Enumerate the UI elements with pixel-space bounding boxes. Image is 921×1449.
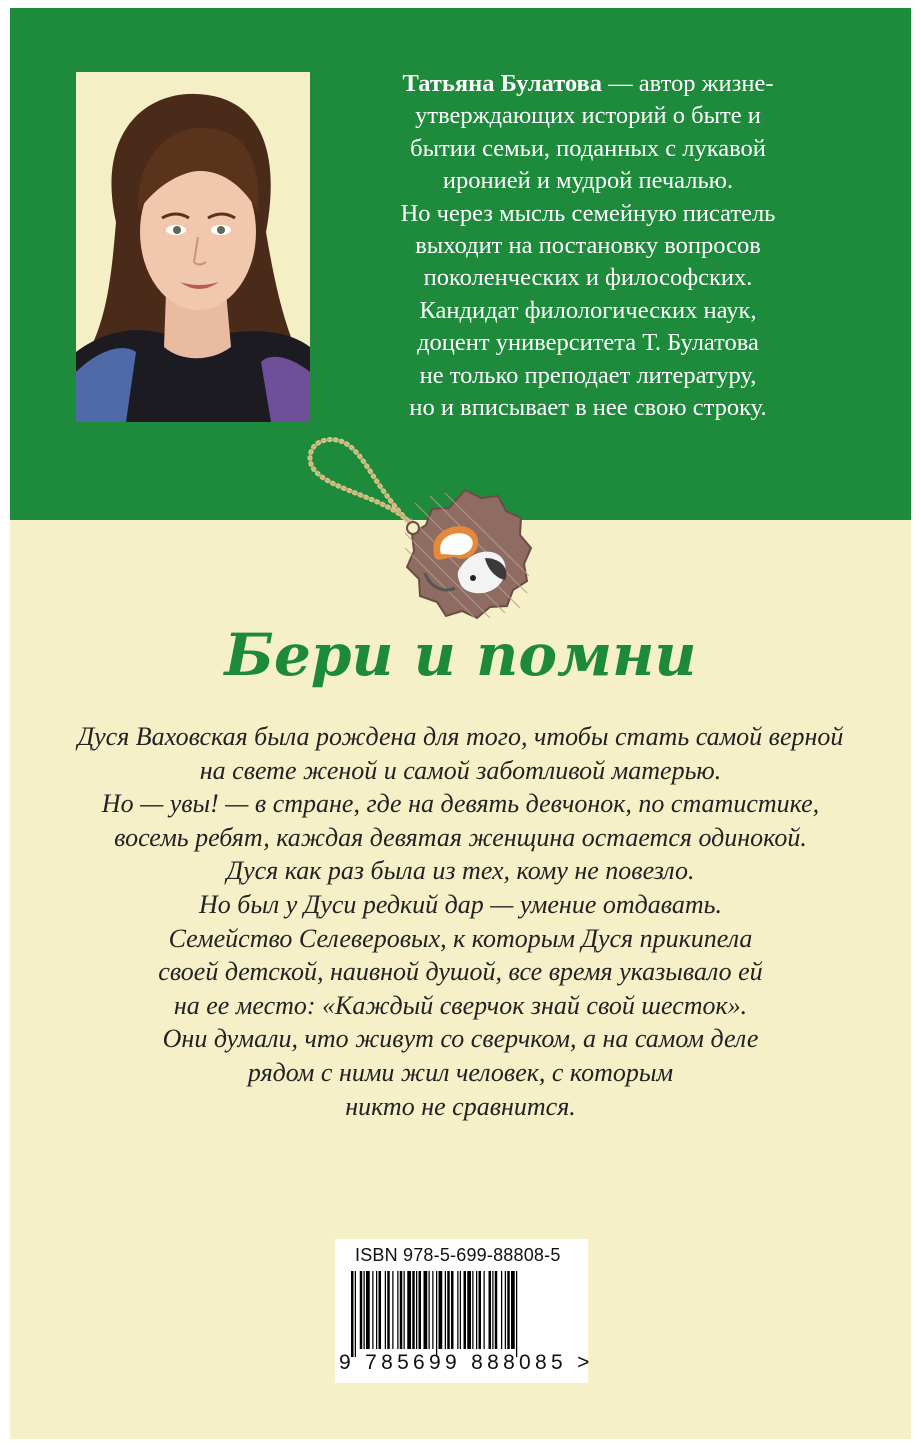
barcode-bar bbox=[467, 1271, 471, 1349]
barcode-bar bbox=[376, 1271, 377, 1349]
barcode-bar bbox=[484, 1271, 485, 1349]
barcode-bars bbox=[351, 1271, 575, 1357]
barcode-bar bbox=[451, 1271, 454, 1349]
blurb-line: восемь ребят, каждая девятая женщина остается одинокой. bbox=[114, 822, 807, 852]
barcode-bar bbox=[476, 1271, 477, 1349]
barcode-bar bbox=[436, 1271, 437, 1357]
book-blurb bbox=[10, 720, 911, 1123]
barcode-bar bbox=[366, 1271, 370, 1349]
cat-charm-illustration bbox=[290, 433, 540, 633]
bio-line: иронией и мудрой печалью. bbox=[442, 167, 734, 195]
book-back-cover bbox=[10, 8, 911, 1439]
barcode-bar bbox=[355, 1271, 356, 1357]
barcode-bar bbox=[501, 1271, 502, 1349]
barcode-bar bbox=[464, 1271, 467, 1349]
bio-line: выходит на постановку вопросов bbox=[415, 232, 761, 260]
blurb-line: на ее место: «Каждый сверчок знай свой шесток». bbox=[173, 990, 748, 1020]
bio-line: Кандидат филологических наук, bbox=[419, 296, 757, 324]
author-photo bbox=[76, 72, 310, 422]
barcode-bar bbox=[447, 1271, 450, 1349]
barcode-bar bbox=[364, 1271, 365, 1349]
barcode-bar bbox=[400, 1271, 403, 1349]
barcode-bar bbox=[432, 1271, 433, 1349]
barcode-bar bbox=[511, 1271, 515, 1349]
barcode-bar bbox=[397, 1271, 398, 1349]
blurb-line: Но был у Дуси редкий дар — умение отдавать. bbox=[198, 889, 723, 919]
blurb-line: на свете женой и самой заботливой матерью. bbox=[199, 755, 722, 785]
barcode-box bbox=[335, 1239, 594, 1383]
author-name: Татьяна Булатова bbox=[402, 70, 603, 97]
barcode-bar bbox=[489, 1271, 492, 1349]
blurb-line: никто не сравнится. bbox=[345, 1091, 576, 1121]
barcode-bar bbox=[419, 1271, 422, 1349]
barcode-bar bbox=[351, 1271, 354, 1357]
book-title: Бери и помни bbox=[224, 621, 697, 689]
barcode-bar bbox=[495, 1271, 498, 1349]
barcode-bar bbox=[416, 1271, 417, 1349]
barcode-bar bbox=[407, 1271, 411, 1349]
barcode-bar bbox=[457, 1271, 458, 1349]
barcode-bar bbox=[379, 1271, 382, 1349]
barcode-bar bbox=[516, 1271, 517, 1357]
blurb-line: Семейство Селеверовых, к которым Дуся прикипела bbox=[168, 923, 753, 953]
barcode-bar bbox=[412, 1271, 415, 1349]
barcode-bar bbox=[492, 1271, 493, 1349]
blurb-line: Но — увы! — в стране, где на девять девчонок, по статистике, bbox=[101, 789, 820, 819]
barcode-bar bbox=[360, 1271, 363, 1349]
blurb-line: Дуся Ваховская была рождена для того, чтобы стать самой верной bbox=[77, 722, 844, 751]
isbn-label: ISBN 978-5-699-88808-5 bbox=[355, 1245, 561, 1265]
bio-line: не только преподает литературу, bbox=[419, 361, 757, 389]
barcode-digits: 9 785699 888085 > bbox=[339, 1351, 594, 1374]
bio-line: бытии семьи, поданных с лукавой bbox=[410, 134, 766, 162]
blurb-line: Дуся как раз была из тех, кому не повезло. bbox=[226, 856, 695, 886]
bio-line: утверждающих историй о быте и bbox=[415, 102, 761, 130]
barcode-bar bbox=[505, 1271, 506, 1349]
author-bio bbox=[328, 68, 848, 424]
barcode-bar bbox=[372, 1271, 373, 1349]
barcode-bar bbox=[460, 1271, 461, 1349]
barcode-bar bbox=[424, 1271, 428, 1349]
barcode-bar bbox=[387, 1271, 390, 1349]
blurb-line: Они думали, что живут со сверчком, а на самом деле bbox=[162, 1024, 759, 1054]
barcode-bar bbox=[507, 1271, 510, 1349]
bio-line: но и вписывает в нее свою строку. bbox=[409, 394, 767, 422]
barcode-bar bbox=[385, 1271, 386, 1349]
blurb-line: рядом с ними жил человек, с которым bbox=[247, 1057, 674, 1087]
barcode-bar bbox=[439, 1271, 443, 1349]
barcode-bar bbox=[404, 1271, 405, 1349]
bio-line: доцент университета Т. Булатова bbox=[417, 329, 759, 357]
barcode-bar bbox=[445, 1271, 446, 1349]
blurb-line: своей детской, наивной душой, все время указывало ей bbox=[158, 957, 763, 987]
barcode-bar bbox=[472, 1271, 473, 1349]
barcode-bar bbox=[392, 1271, 393, 1349]
barcode-bar bbox=[429, 1271, 430, 1349]
bio-line: — автор жизне- bbox=[602, 70, 774, 97]
bio-line: поколенческих и философских. bbox=[423, 264, 753, 292]
barcode-bar bbox=[479, 1271, 482, 1349]
bio-line: Но через мысль семейную писатель bbox=[400, 199, 776, 227]
